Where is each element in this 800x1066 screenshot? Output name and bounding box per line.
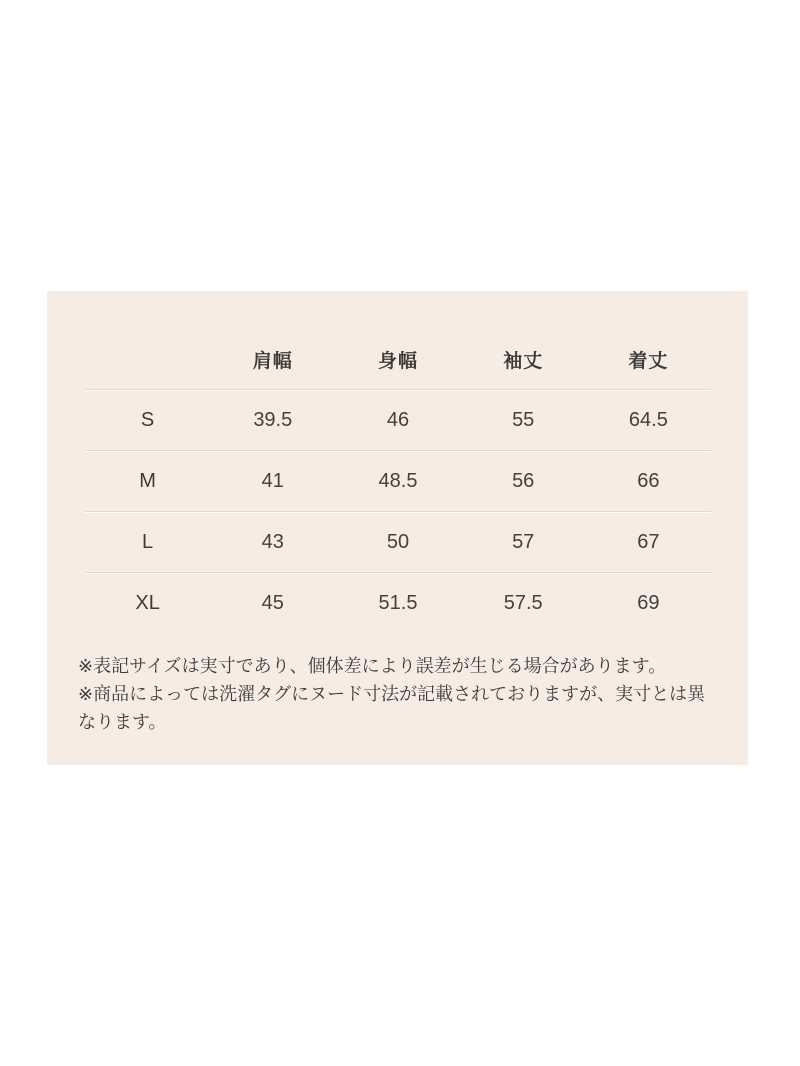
value-cell: 56 [512,469,535,492]
size-chart-table [85,291,711,634]
table-row-s [85,390,711,451]
value-cell: 67 [637,530,660,553]
value-cell: 39.5 [253,408,293,431]
value-cell: 57 [512,530,535,553]
size-label: XL [135,592,160,614]
header-cell-sleeve-length: 袖丈 [503,351,544,372]
value-cell: 64.5 [628,408,668,431]
value-cell: 45 [261,592,284,614]
size-label: S [140,408,155,431]
value-cell: 69 [637,592,660,614]
value-cell: 66 [637,469,660,492]
size-label: M [139,469,156,492]
table-row-xl [85,573,711,634]
note-line-2: ※商品によっては洗濯タグにヌード寸法が記載されておりますが、実寸とは異なります。 [78,684,706,732]
table-header-row [85,291,711,390]
value-cell: 41 [261,469,284,492]
value-cell: 57.5 [503,592,543,614]
header-cell-shoulder-width: 肩幅 [252,351,293,372]
value-cell: 46 [386,408,410,431]
value-cell: 43 [261,530,284,553]
size-label: L [142,530,154,553]
value-cell: 48.5 [378,469,418,492]
header-cell-body-width: 身幅 [377,351,418,372]
value-cell: 51.5 [378,592,418,614]
table-row-l [85,512,711,573]
size-chart-notes [78,652,722,736]
size-chart-panel [47,291,748,765]
table-row-m [85,451,711,512]
header-cell-total-length: 着丈 [628,351,669,372]
value-cell: 55 [512,408,535,431]
value-cell: 50 [386,530,410,553]
note-line-1: ※表記サイズは実寸であり、個体差により誤差が生じる場合があります。 [78,656,667,676]
header-cell-size [85,373,210,389]
